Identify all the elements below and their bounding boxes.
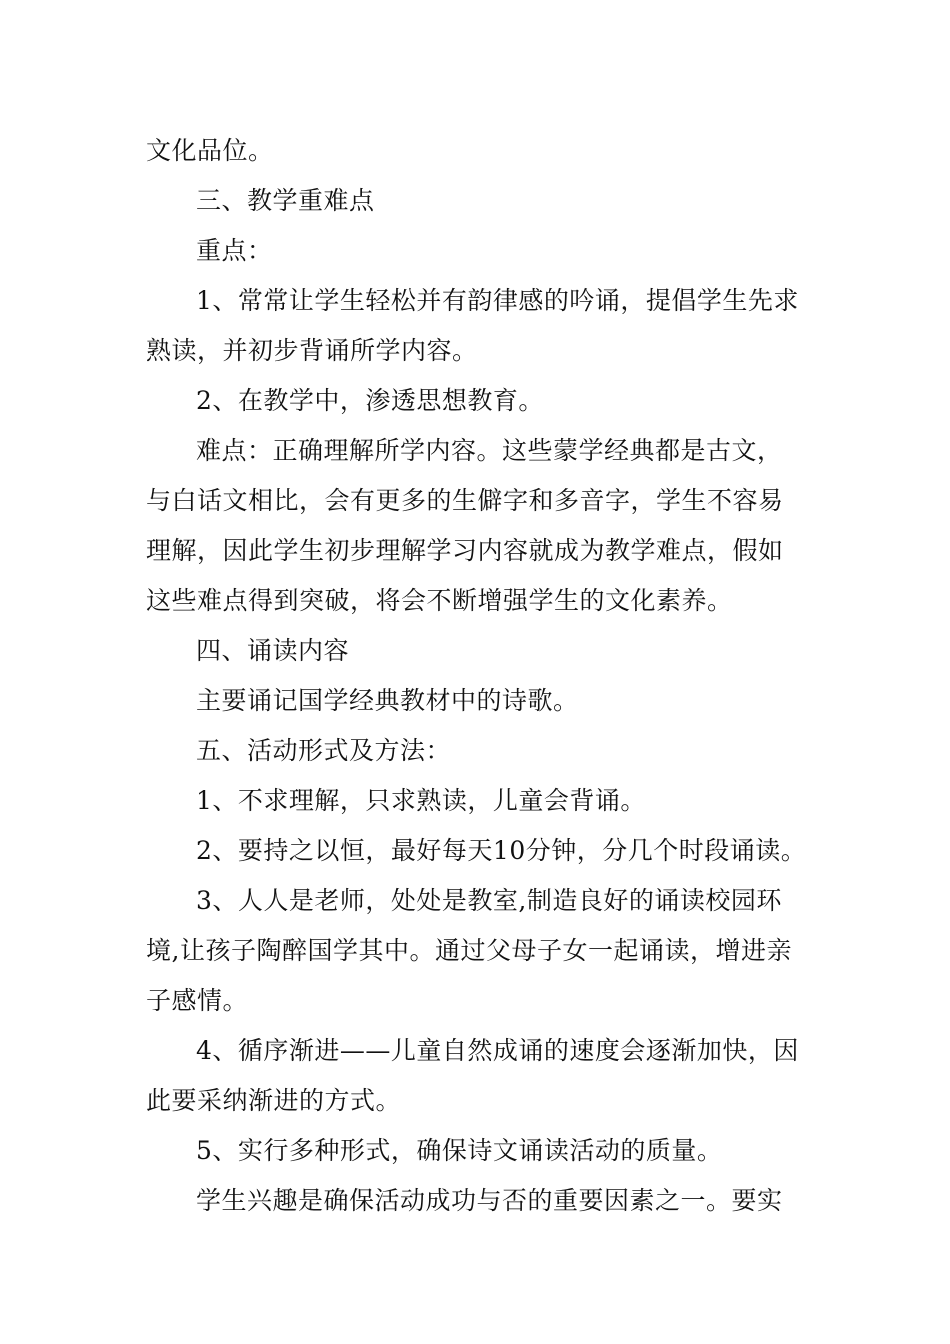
paragraph-method-1	[146, 776, 810, 826]
text-line: 5、实行多种形式，确保诗文诵读活动的质量。	[196, 1136, 723, 1165]
paragraph-method-3	[146, 876, 810, 1026]
paragraph-key-point-1	[146, 276, 810, 376]
section-heading-difficulties	[146, 176, 810, 226]
text-line: 难点：正确理解所学内容。这些蒙学经典都是古文，	[196, 436, 783, 465]
paragraph-method-5	[146, 1126, 810, 1176]
subheading-key-points	[146, 226, 810, 276]
text-line: 3、人人是老师，处处是教室,制造良好的诵读校园环	[196, 886, 782, 915]
text-line: 四、诵读内容	[196, 636, 350, 665]
text-line: 子感情。	[146, 986, 249, 1015]
text-line: 重点：	[196, 236, 273, 265]
text-line: 这些难点得到突破，将会不断增强学生的文化素养。	[146, 586, 733, 615]
paragraph-content	[146, 676, 810, 726]
text-line: 理解，因此学生初步理解学习内容就成为教学难点，假如	[146, 536, 784, 565]
text-line: 1、不求理解，只求熟读，儿童会背诵。	[196, 786, 646, 815]
text-line: 熟读，并初步背诵所学内容。	[146, 336, 478, 365]
text-line: 2、在教学中，渗透思想教育。	[196, 386, 544, 415]
text-line: 此要采纳渐进的方式。	[146, 1086, 402, 1115]
text-line: 4、循序渐进——儿童自然成诵的速度会逐渐加快，因	[196, 1036, 799, 1065]
text-line: 主要诵记国学经典教材中的诗歌。	[196, 686, 579, 715]
text-line: 境,让孩子陶醉国学其中。通过父母子女一起诵读，增进亲	[146, 936, 792, 965]
paragraph-method-4	[146, 1026, 810, 1126]
text-line: 文化品位。	[146, 136, 274, 165]
paragraph-key-point-2	[146, 376, 810, 426]
text-line: 三、教学重难点	[196, 186, 375, 215]
text-line: 与白话文相比，会有更多的生僻字和多音字，学生不容易	[146, 486, 784, 515]
paragraph-continuation	[146, 126, 810, 176]
text-line: 2、要持之以恒，最好每天10分钟，分几个时段诵读。	[196, 836, 807, 865]
text-line: 五、活动形式及方法：	[196, 736, 452, 765]
paragraph-interest	[146, 1176, 810, 1226]
section-heading-methods	[146, 726, 810, 776]
paragraph-difficulties	[146, 426, 810, 626]
paragraph-method-2	[146, 826, 810, 876]
document-body	[146, 126, 810, 1226]
text-line: 1、常常让学生轻松并有韵律感的吟诵，提倡学生先求	[196, 286, 799, 315]
text-line: 学生兴趣是确保活动成功与否的重要因素之一。要实	[196, 1186, 783, 1215]
section-heading-content	[146, 626, 810, 676]
